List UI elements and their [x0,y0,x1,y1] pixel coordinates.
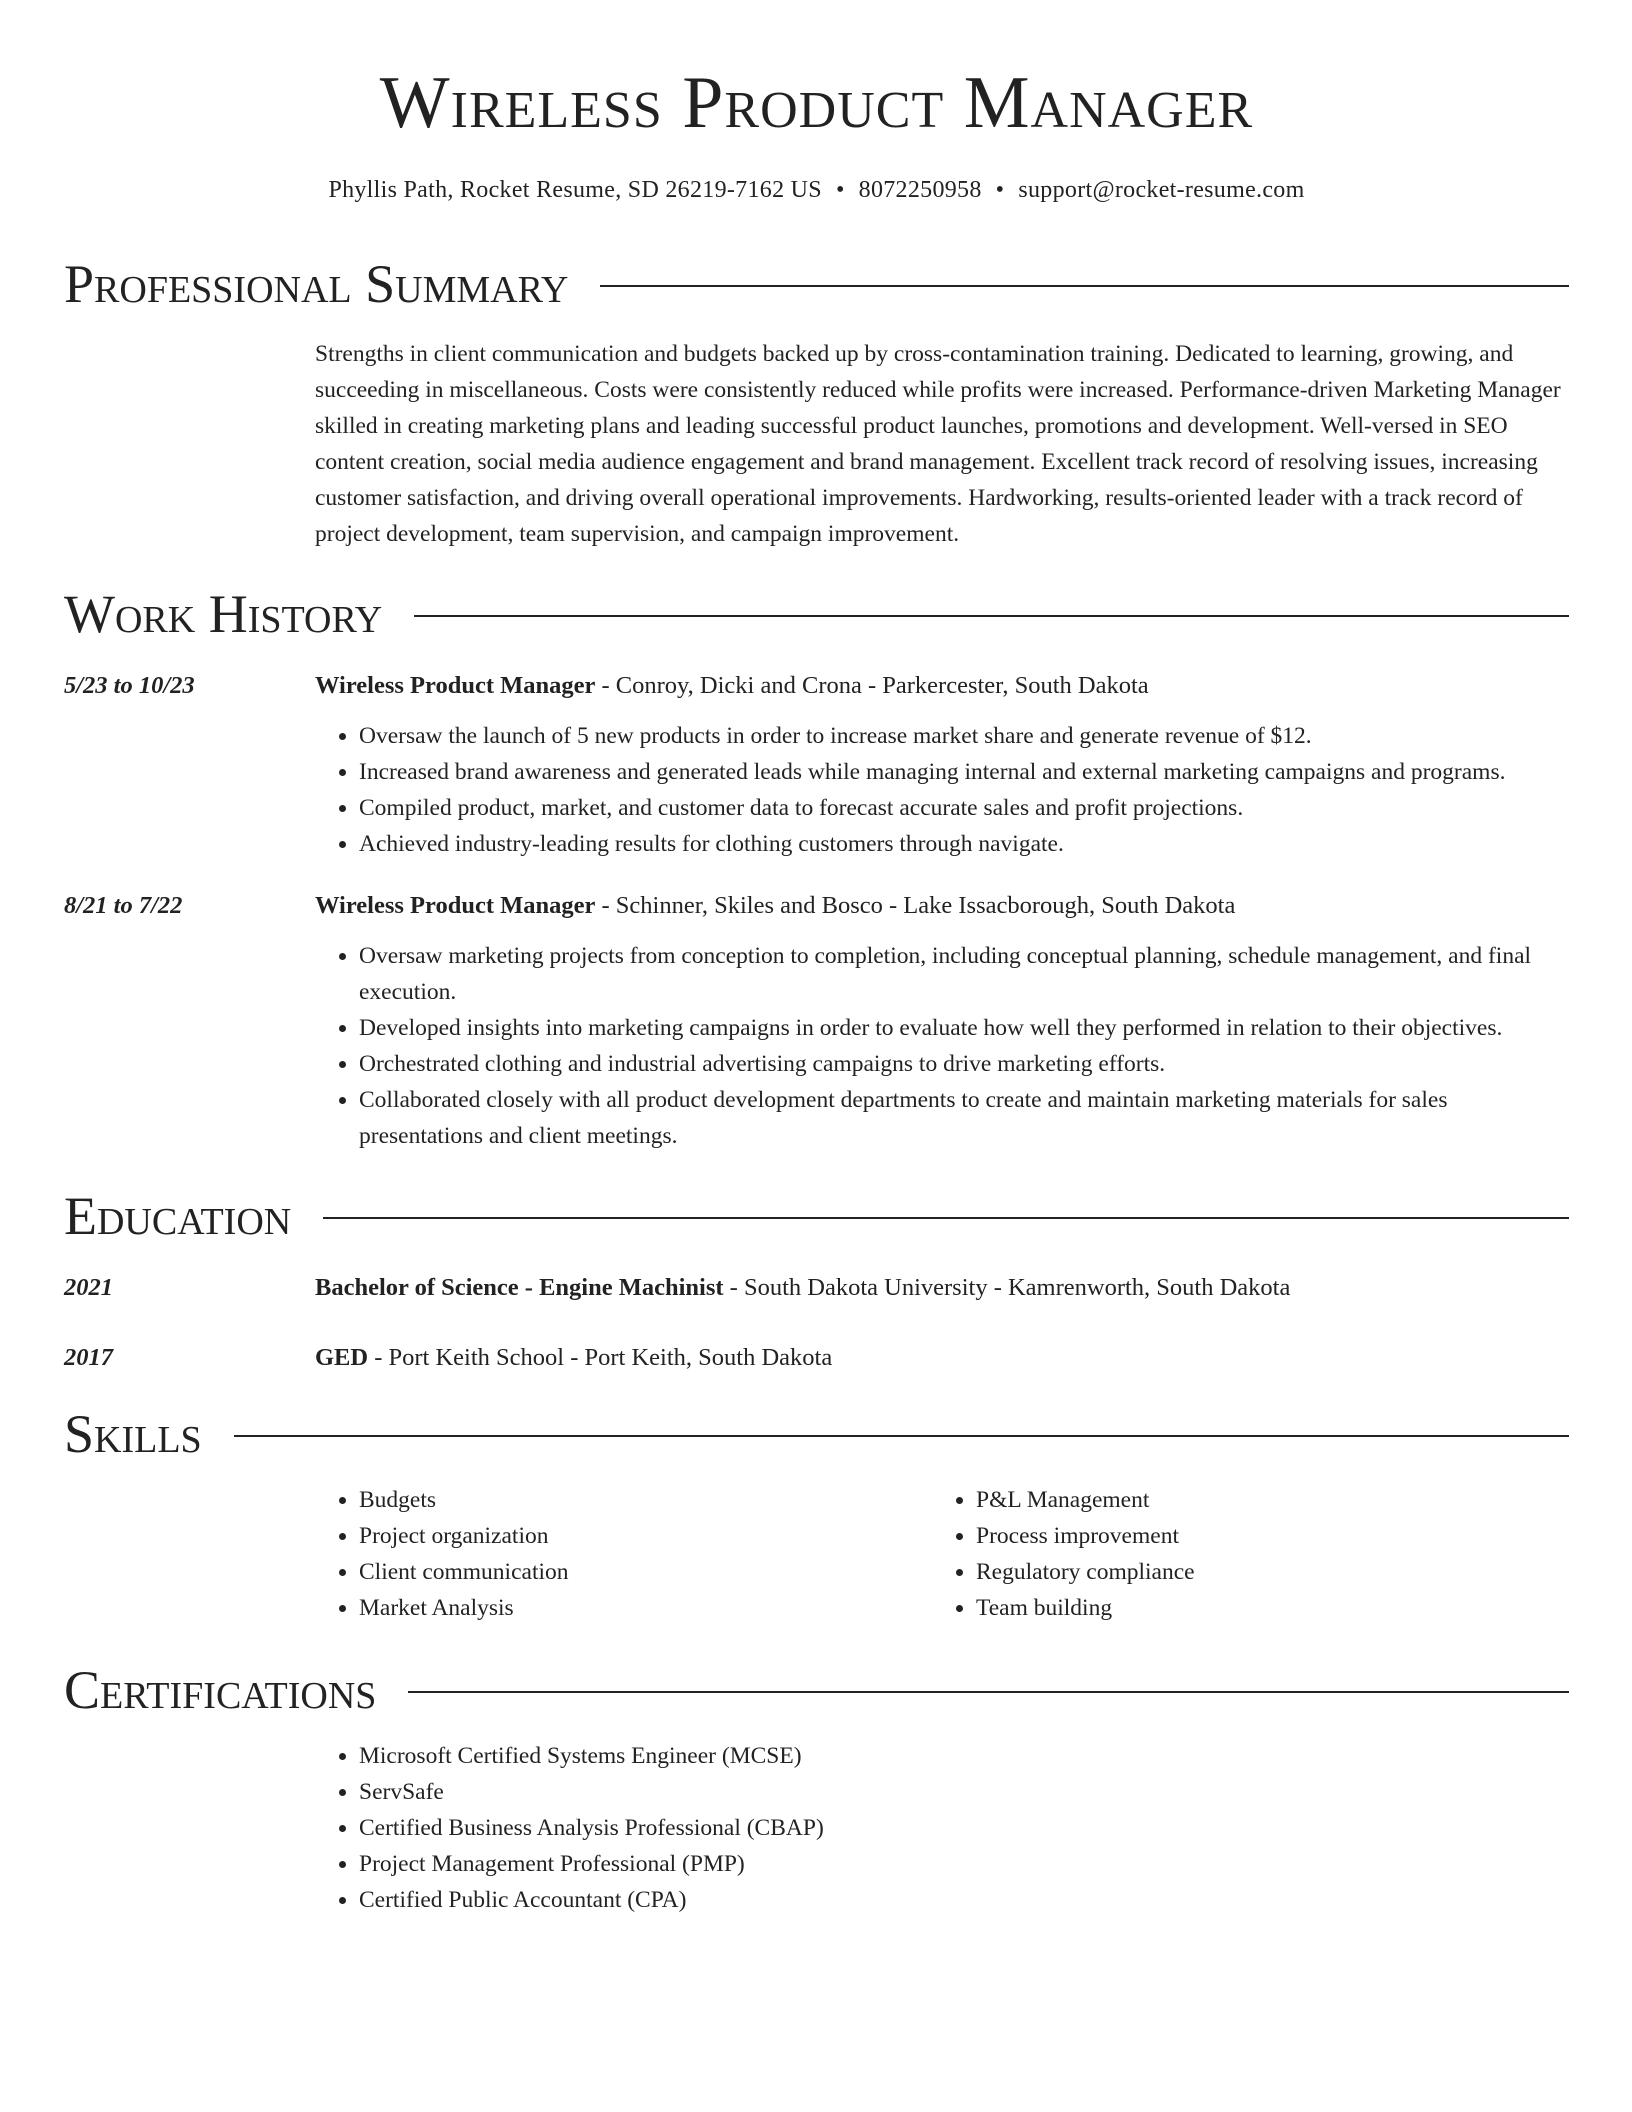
contact-email: support@rocket-resume.com [1018,177,1305,203]
certifications-heading: Certifications [64,1660,377,1720]
education-entry [64,1270,1569,1306]
work-section-header [64,582,1569,646]
list-item: • Oversaw marketing projects from conception to completion, including conceptual planning, schedule management, and final execution. [359,938,1569,1010]
job-role: Wireless Product Manager [315,672,596,699]
education-year: 2017 [64,1344,113,1371]
list-item: • Process improvement [976,1518,1536,1554]
job-entry [64,888,1569,1154]
summary-text: Strengths in client communication and budgets backed up by cross-contamination training. Dedicated to learning, growing, and succeeding in miscellaneous. Costs were consistently reduced while profits were increased. Performance-driven Marketing Manager skilled in creating marketing plans and leading successful product launches, promotions and development. Well-versed in SEO content creation, social media audience engagement and brand management. Excellent track record of resolving issues, increasing customer satisfaction, and driving overall operational improvements. Hardworking, results-oriented leader with a track record of project development, team supervision, and campaign improvement. [315,341,1561,547]
skills-section-header [64,1402,1569,1466]
list-item: • Orchestrated clothing and industrial advertising campaigns to drive marketing efforts. [359,1046,1569,1082]
job-bullets [315,718,1569,862]
list-item: • Increased brand awareness and generated leads while managing internal and external marketing campaigns and programs. [359,754,1569,790]
education-line [315,1270,1569,1306]
job-header [64,888,1569,924]
job-company: - Schinner, Skiles and Bosco - Lake Issacborough, South Dakota [595,892,1236,919]
job-dates: 8/21 to 7/22 [64,892,183,919]
certifications-list [315,1738,1569,1918]
list-item: • Compiled product, market, and customer data to forecast accurate sales and profit projections. [359,790,1569,826]
education-school: - South Dakota University - Kamrenworth, South Dakota [723,1274,1291,1301]
job-title-line [315,668,1569,704]
contact-phone: 8072250958 [858,177,982,203]
list-item: • Oversaw the launch of 5 new products in order to increase market share and generate revenue of $12. [359,718,1569,754]
education-heading: Education [64,1186,292,1246]
skills-list [315,1482,1569,1626]
skills-heading: Skills [64,1404,202,1464]
list-item: • ServSafe [359,1774,1569,1810]
section-divider [600,285,1569,287]
education-degree: GED [315,1344,369,1371]
section-divider [323,1217,1569,1219]
list-item: • Regulatory compliance [976,1554,1536,1590]
education-entry [64,1340,1569,1376]
skills-column-right [932,1482,1536,1626]
education-degree: Bachelor of Science - Engine Machinist [315,1274,724,1301]
job-entry [64,668,1569,862]
job-bullets [315,938,1569,1154]
work-heading: Work History [64,584,383,644]
job-role: Wireless Product Manager [315,892,596,919]
list-item: • Collaborated closely with all product development departments to create and maintain marketing materials for sales presentations and client meetings. [359,1082,1569,1154]
education-line [315,1340,1569,1376]
list-item: • Microsoft Certified Systems Engineer (MCSE) [359,1738,1569,1774]
list-item: • Team building [976,1590,1536,1626]
education-school: - Port Keith School - Port Keith, South Dakota [368,1344,833,1371]
list-item: • Budgets [359,1482,932,1518]
skills-column-left [315,1482,932,1626]
section-divider [408,1691,1569,1693]
job-header [64,668,1569,704]
list-item: • Client communication [359,1554,932,1590]
list-item: • Project Management Professional (PMP) [359,1846,1569,1882]
list-item: • Certified Business Analysis Professional (CBAP) [359,1810,1569,1846]
summary-section-header [64,252,1569,316]
list-item: • Project organization [359,1518,932,1554]
contact-address: Phyllis Path, Rocket Resume, SD 26219-7162 US [328,177,822,203]
contact-line [64,174,1569,206]
list-item: • Developed insights into marketing campaigns in order to evaluate how well they performed in relation to their objectives. [359,1010,1569,1046]
list-item: • Achieved industry-leading results for clothing customers through navigate. [359,826,1569,862]
section-divider [234,1435,1569,1437]
job-company: - Conroy, Dicki and Crona - Parkercester, South Dakota [595,672,1149,699]
resume-title: Wireless Product Manager [379,62,1254,144]
certifications-section-header [64,1658,1569,1722]
list-item: • Market Analysis [359,1590,932,1626]
job-title-line [315,888,1569,924]
contact-separator: • [835,177,845,203]
section-divider [414,615,1569,617]
education-section-header [64,1184,1569,1248]
summary-heading: Professional Summary [64,254,569,314]
job-dates: 5/23 to 10/23 [64,672,195,699]
list-item: • Certified Public Accountant (CPA) [359,1882,1569,1918]
list-item: • P&L Management [976,1482,1536,1518]
resume-page [64,0,1569,1918]
education-year: 2021 [64,1274,113,1301]
contact-separator: • [995,177,1005,203]
